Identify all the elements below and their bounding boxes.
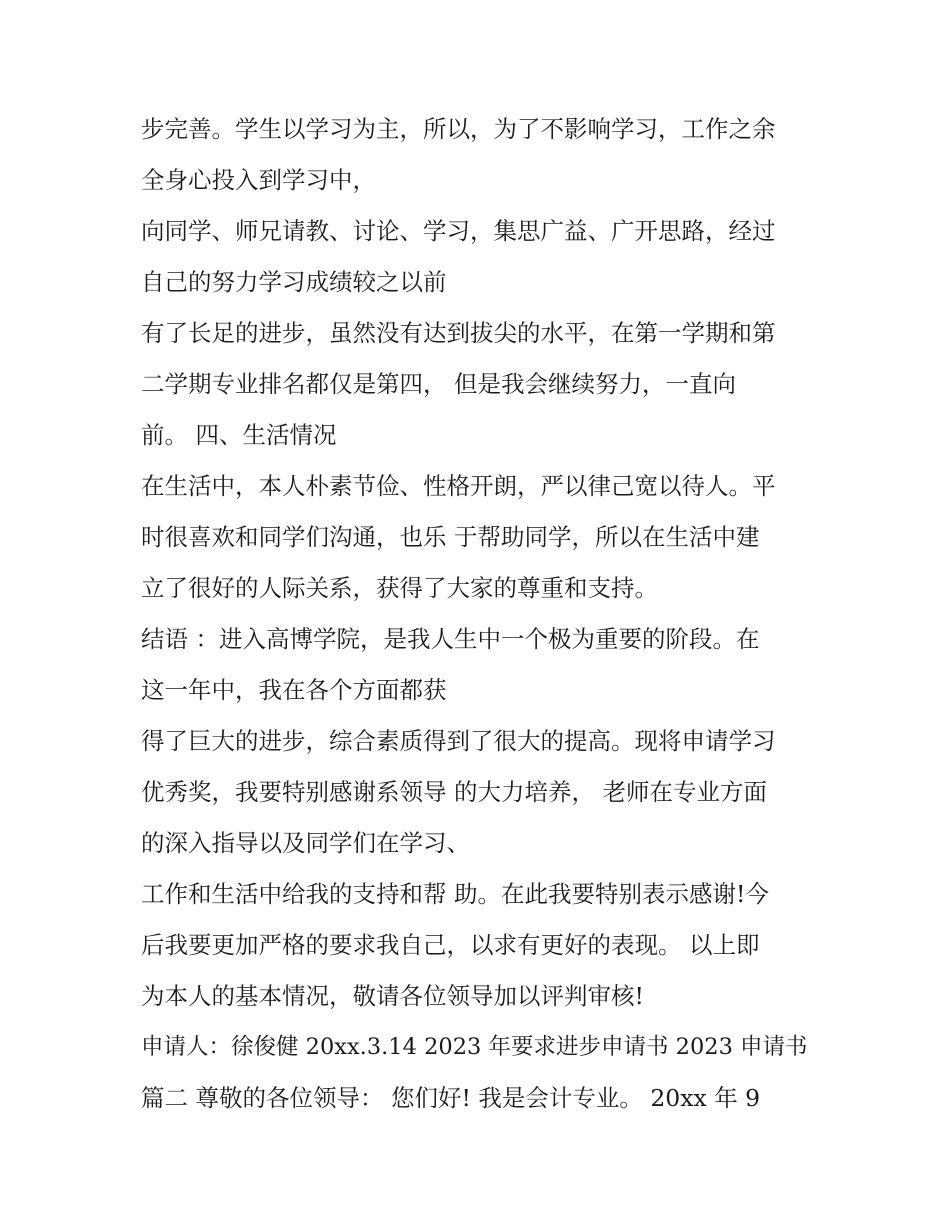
text-line: 后我要更加严格的要求我自己，以求有更好的表现。 以上即 <box>141 931 760 959</box>
text-line: 有了长足的进步，虽然没有达到拔尖的水平，在第一学期和第 <box>141 319 776 347</box>
text-line: 篇二 尊敬的各位领导： 您们好! 我是会计专业。 20xx 年 9 <box>141 1084 761 1112</box>
text-line: 为本人的基本情况，敬请各位领导加以评判审核! <box>141 982 644 1010</box>
text-line: 立了很好的人际关系，获得了大家的尊重和支持。 <box>141 574 658 602</box>
text-line: 全身心投入到学习中， <box>141 166 376 194</box>
text-line: 申请人：徐俊健 20xx.3.14 2023 年要求进步申请书 2023 申请书 <box>141 1034 808 1060</box>
text-line: 得了巨大的进步，综合素质得到了很大的提高。现将申请学习 <box>141 727 776 755</box>
text-line: 二学期专业排名都仅是第四， 但是我会继续努力，一直向 <box>141 370 736 398</box>
document-body <box>141 104 821 1124</box>
text-line: 时很喜欢和同学们沟通，也乐 于帮助同学，所以在生活中建 <box>141 523 760 551</box>
text-line: 向同学、师兄请教、讨论、学习，集思广益、广开思路，经过 <box>141 217 776 245</box>
text-line: 在生活中，本人朴素节俭、性格开朗，严以律己宽以待人。平 <box>141 472 776 500</box>
text-line: 前。 四、生活情况 <box>141 421 337 449</box>
text-line: 工作和生活中给我的支持和帮 助。在此我要特别表示感谢!今 <box>141 880 769 908</box>
text-line: 优秀奖，我要特别感谢系领导 的大力培养， 老师在专业方面 <box>141 778 767 806</box>
text-line: 自己的努力学习成绩较之以前 <box>141 268 447 296</box>
text-line: 步完善。学生以学习为主，所以，为了不影响学习，工作之余 <box>141 115 776 143</box>
text-line: 结语 ：进入高博学院，是我人生中一个极为重要的阶段。在 <box>141 625 760 653</box>
text-line: 的深入指导以及同学们在学习、 <box>141 829 470 857</box>
text-line: 这一年中，我在各个方面都获 <box>141 676 447 704</box>
